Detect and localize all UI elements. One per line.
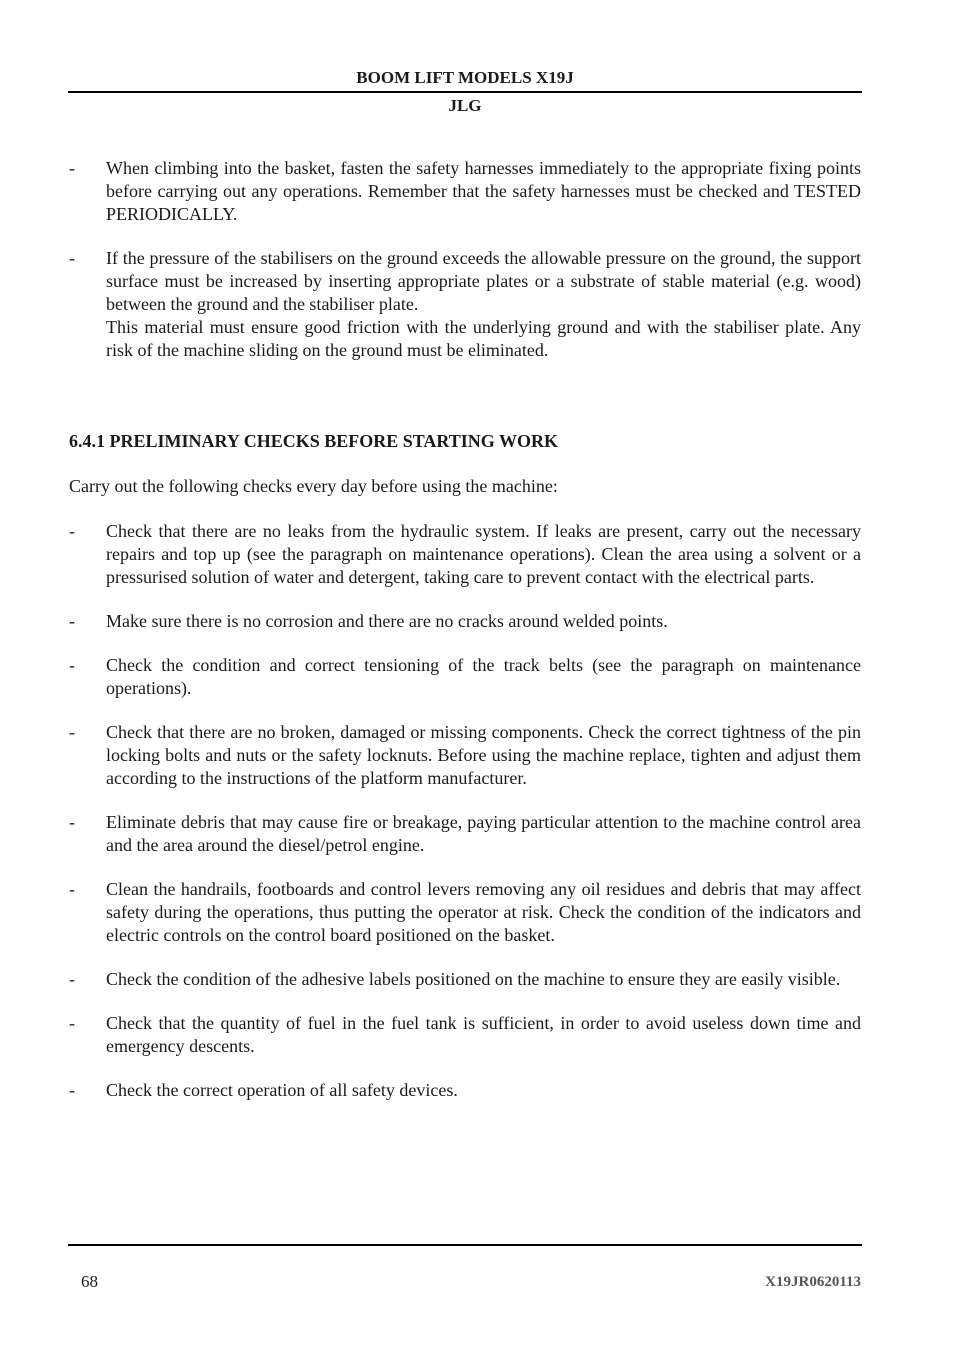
list-item: [69, 520, 861, 589]
list-item-text: Check that the quantity of fuel in the fuel tank is sufficient, in order to avoid useless down time and emergency descents.: [106, 1013, 861, 1056]
section-intro: Carry out the following checks every day before using the machine:: [69, 476, 558, 496]
document-title: BOOM LIFT MODELS X19J: [356, 68, 574, 87]
list-item-text: When climbing into the basket, fasten the safety harnesses immediately to the appropriate fixing points before carrying out any operations. Remember that the safety harnesses must be checked and TESTED PERIODICALLY.: [106, 158, 861, 224]
list-item-text: Check the condition and correct tensioning of the track belts (see the paragraph on maintenance operations).: [106, 655, 861, 698]
list-item-text: Check that there are no broken, damaged or missing components. Check the correct tightness of the pin locking bolts and nuts or the safety locknuts. Before using the machine replace, tighten and adjust them according to the instructions of the platform manufacturer.: [106, 722, 861, 788]
footer-divider: [68, 1244, 862, 1246]
list-item: [69, 968, 861, 991]
list-item-text: Check that there are no leaks from the hydraulic system. If leaks are present, carry out the necessary repairs and top up (see the paragraph on maintenance operations). Clean the area using a solvent or a pressurised solution of water and detergent, taking care to prevent contact with the electrical parts.: [106, 521, 861, 587]
bullet-dash: -: [69, 611, 75, 631]
list-item: [69, 721, 861, 790]
list-item: [69, 654, 861, 700]
bullet-dash: -: [69, 1080, 75, 1100]
list-item-text: Check the correct operation of all safety devices.: [106, 1080, 458, 1100]
bullet-dash: -: [69, 969, 75, 989]
list-item-text: This material must ensure good friction with the underlying ground and with the stabiliser plate. Any risk of the machine sliding on the ground must be eliminated.: [106, 317, 861, 360]
list-item: [69, 157, 861, 226]
bullet-dash: -: [69, 248, 75, 268]
bullet-dash: -: [69, 655, 75, 675]
list-item: [69, 1079, 861, 1102]
list-item: [69, 878, 861, 947]
list-item: [69, 1012, 861, 1058]
list-item-text: If the pressure of the stabilisers on the ground exceeds the allowable pressure on the ground, the support surface must be increased by inserting appropriate plates or a substrate of stable material (e.g. wood) between the ground and the stabiliser plate.: [106, 248, 861, 314]
list-item: [69, 610, 861, 633]
list-item: [69, 247, 861, 362]
bullet-dash: -: [69, 879, 75, 899]
bullet-dash: -: [69, 722, 75, 742]
bullet-dash: -: [69, 521, 75, 541]
document-code: X19JR0620113: [765, 1274, 861, 1290]
page-content: [69, 157, 861, 1102]
header-divider: [68, 91, 862, 93]
section-heading: 6.4.1 PRELIMINARY CHECKS BEFORE STARTING WORK: [69, 431, 558, 451]
list-item: [69, 811, 861, 857]
page-number: 68: [81, 1272, 98, 1291]
bullet-dash: -: [69, 1013, 75, 1033]
list-item-text: Make sure there is no corrosion and there are no cracks around welded points.: [106, 611, 668, 631]
bullet-dash: -: [69, 158, 75, 178]
list-item-text: Eliminate debris that may cause fire or breakage, paying particular attention to the machine control area and the area around the diesel/petrol engine.: [106, 812, 861, 855]
list-item-text: Clean the handrails, footboards and control levers removing any oil residues and debris that may affect safety during the operations, thus putting the operator at risk. Check the condition of the indicators and electric controls on the control board positioned on the basket.: [106, 879, 861, 945]
bullet-dash: -: [69, 812, 75, 832]
spacer: [69, 362, 861, 430]
brand-name: JLG: [448, 96, 482, 115]
list-item-text: Check the condition of the adhesive labels positioned on the machine to ensure they are easily visible.: [106, 969, 841, 989]
